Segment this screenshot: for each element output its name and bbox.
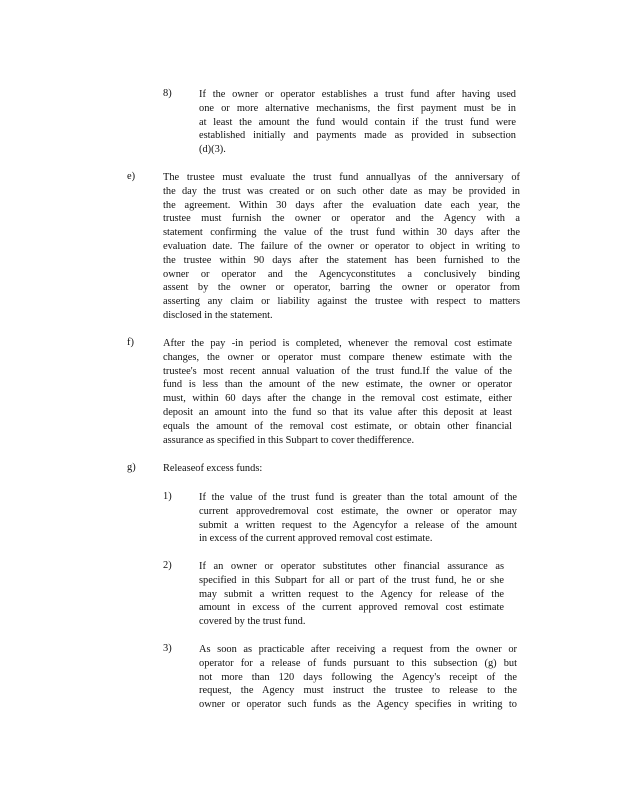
text-line: operator for a release of funds pursuant to this subsection (g) but bbox=[199, 657, 517, 669]
section-heading: Releaseof excess funds: bbox=[163, 463, 263, 474]
text-line: disclosed in the statement. bbox=[163, 309, 273, 321]
text-line: amount in excess of the current approved removal cost estimate bbox=[199, 602, 504, 614]
item-e-text bbox=[163, 171, 520, 323]
text-line: As soon as practicable after receiving a request from the owner or bbox=[199, 644, 517, 655]
item-g-label: g) bbox=[127, 462, 136, 473]
item-g1-label: 1) bbox=[163, 491, 172, 502]
item-f-text bbox=[163, 337, 512, 447]
text-line: If an owner or operator substitutes other financial assurance as bbox=[199, 561, 504, 572]
text-line: may submit a written request to the Agency for release of the bbox=[199, 588, 504, 600]
text-line: the trustee within 90 days after the statement has been furnished to the bbox=[163, 254, 520, 266]
text-line: After the pay -in period is completed, whenever the removal cost estimate bbox=[163, 338, 512, 349]
item-g1-text bbox=[199, 491, 517, 546]
text-line: asserting any claim or liability against the trustee with respect to matters bbox=[163, 296, 520, 308]
item-e-label: e) bbox=[127, 171, 136, 182]
text-line: covered by the trust fund. bbox=[199, 616, 306, 628]
item-g3-label: 3) bbox=[163, 643, 172, 654]
text-line: established initially and payments made as provided in subsection bbox=[199, 130, 516, 142]
text-line: deposit an amount into the fund so that its value after this deposit at least bbox=[163, 406, 512, 418]
text-line: If the owner or operator establishes a trust fund after having used bbox=[199, 89, 516, 100]
text-line: fund is less than the amount of the new estimate, the owner or operator bbox=[163, 379, 512, 391]
text-line: owner or operator such funds as the Agency specifies in writing to bbox=[199, 699, 517, 711]
text-line: the day the trust was created or on such other date as may be provided in bbox=[163, 185, 520, 197]
text-line: trustee must furnish the owner or operator and the Agency with a bbox=[163, 213, 520, 225]
text-line: owner or operator and the Agencyconstitutes a conclusively binding bbox=[163, 268, 520, 280]
text-line: changes, the owner or operator must compare thenew estimate with the bbox=[163, 351, 512, 363]
text-line: specified in this Subpart for all or part of the trust fund, he or she bbox=[199, 574, 504, 586]
item-g3-text bbox=[199, 643, 517, 712]
item-d8-label: 8) bbox=[163, 88, 172, 99]
text-line: assent by the owner or operator, barring the owner or operator from bbox=[163, 282, 520, 294]
text-line: evaluation date. The failure of the owner or operator to object in writing to bbox=[163, 240, 520, 252]
item-g2-text bbox=[199, 560, 504, 629]
text-line: trustee's most recent annual valuation of the trust fund.If the value of the bbox=[163, 365, 512, 377]
text-line: must, within 60 days after the change in the removal cost estimate, either bbox=[163, 393, 512, 405]
item-g-heading bbox=[163, 462, 463, 476]
text-line: one or more alternative mechanisms, the first payment must be in bbox=[199, 102, 516, 114]
text-line: current approvedremoval cost estimate, the owner or operator may bbox=[199, 505, 517, 517]
text-line: not more than 120 days following the Agency's receipt of the bbox=[199, 671, 517, 683]
text-line: statement confirming the value of the trust fund within 30 days after the bbox=[163, 227, 520, 239]
text-line: request, the Agency must instruct the trustee to release to the bbox=[199, 685, 517, 697]
text-line: the agreement. Within 30 days after the evaluation date each year, the bbox=[163, 199, 520, 211]
text-line: submit a written request to the Agencyfor a release of the amount bbox=[199, 519, 517, 531]
text-line: at least the amount the fund would contain if the trust fund were bbox=[199, 116, 516, 128]
text-line: The trustee must evaluate the trust fund annuallyas of the anniversary of bbox=[163, 172, 520, 183]
text-line: in excess of the current approved removal cost estimate. bbox=[199, 533, 433, 545]
item-d8-text bbox=[199, 88, 516, 157]
text-line: equals the amount of the removal cost estimate, or obtain other financial bbox=[163, 420, 512, 432]
text-line: assurance as specified in this Subpart to cover thedifference. bbox=[163, 434, 415, 446]
item-f-label: f) bbox=[127, 337, 134, 348]
item-g2-label: 2) bbox=[163, 560, 172, 571]
text-line: (d)(3). bbox=[199, 144, 226, 156]
text-line: If the value of the trust fund is greater than the total amount of the bbox=[199, 492, 517, 503]
